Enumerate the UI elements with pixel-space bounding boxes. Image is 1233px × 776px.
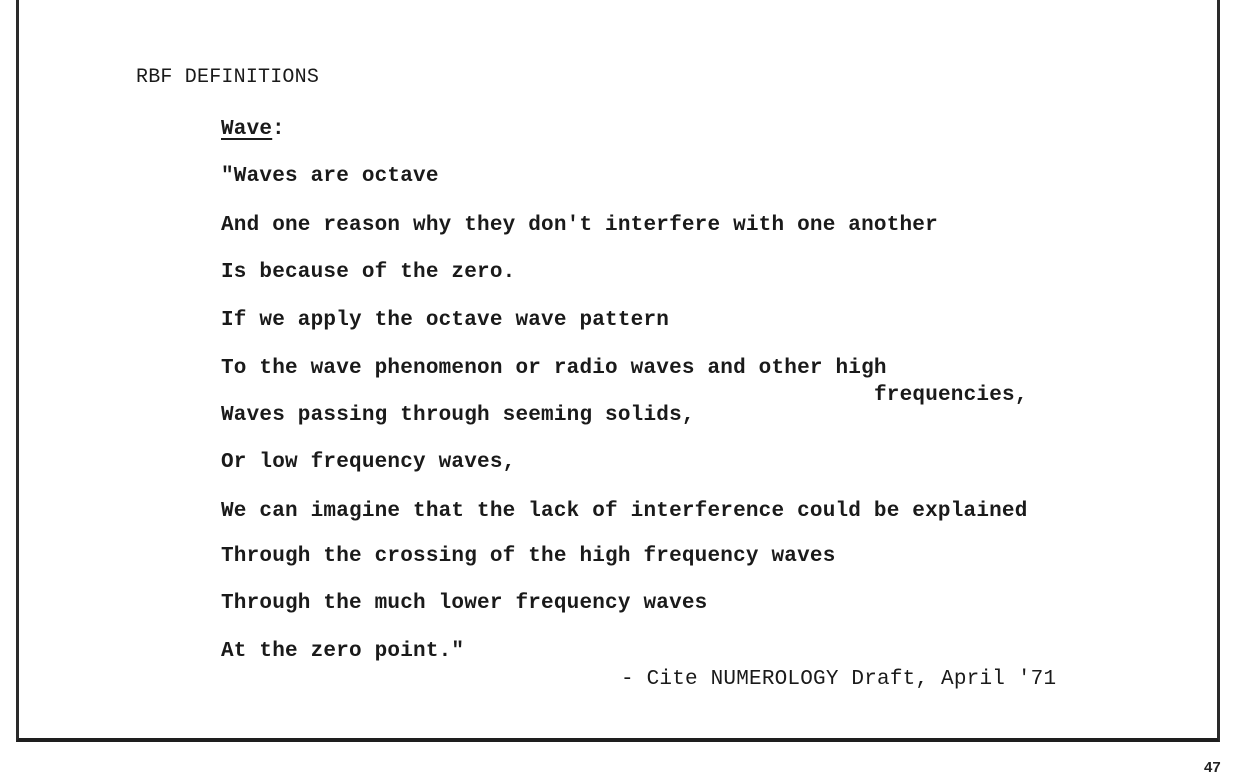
quote-line: Is because of the zero. (221, 261, 516, 284)
quote-line: And one reason why they don't interfere with one another (221, 214, 938, 237)
quote-line: To the wave phenomenon or radio waves and other high (221, 357, 887, 380)
citation: - Cite NUMEROLOGY Draft, April '71 (621, 668, 1057, 691)
term-heading-colon: : (272, 118, 285, 141)
quote-line: Waves passing through seeming solids, (221, 404, 695, 427)
quote-line-continuation: frequencies, (874, 384, 1028, 407)
term-heading: Wave (221, 118, 273, 141)
page-number: 47 (1204, 759, 1221, 776)
quote-line: At the zero point." (221, 640, 465, 663)
page-heading: RBF DEFINITIONS (136, 66, 320, 89)
quote-line: Through the crossing of the high frequency waves (221, 545, 836, 568)
quote-line: "Waves are octave (221, 165, 439, 188)
quote-line: We can imagine that the lack of interference could be explained (221, 500, 1028, 523)
quote-line: Or low frequency waves, (221, 451, 516, 474)
quote-line: If we apply the octave wave pattern (221, 309, 670, 332)
quote-line: Through the much lower frequency waves (221, 592, 708, 615)
